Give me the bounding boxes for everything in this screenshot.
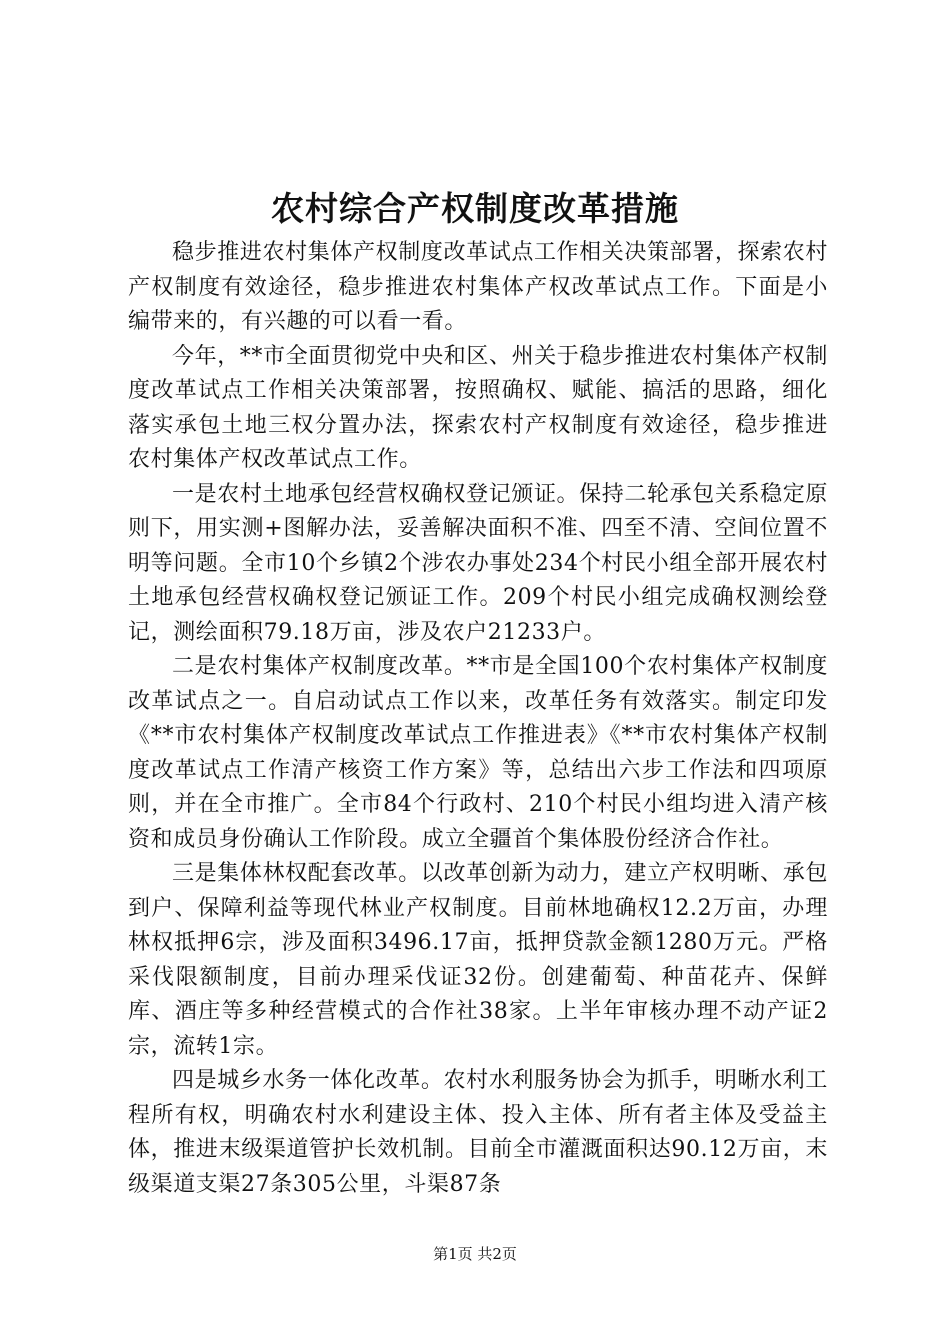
paragraph-collective-property: 二是农村集体产权制度改革。**市是全国100个农村集体产权制度改革试点之一。自启动试点工作以来，改革任务有效落实。制定印发《**市农村集体产权制度改革试点工作推进表》《**市农村集体产权制度改革试点工作清产核资工作方案》等，总结出六步工作法和四项原则，并在全市推广。全市84个行政村、210个村民小组均进入清产核资和成员身份确认工作阶段。成立全疆首个集体股份经济合作社。	[128, 654, 828, 852]
paragraph-intro: 稳步推进农村集体产权制度改革试点工作相关决策部署，探索农村产权制度有效途径，稳步推进农村集体产权改革试点工作。下面是小编带来的，有兴趣的可以看一看。	[128, 240, 828, 334]
paragraph-water-affairs: 四是城乡水务一体化改革。农村水利服务协会为抓手，明晰水利工程所有权，明确农村水利建设主体、投入主体、所有者主体及受益主体，推进末级渠道管护长效机制。目前全市灌溉面积达90.12万亩，末级渠道支渠27条305公里，斗渠87条	[128, 1068, 828, 1197]
paragraph-forest-rights: 三是集体林权配套改革。以改革创新为动力，建立产权明晰、承包到户、保障利益等现代林业产权制度。目前林地确权12.2万亩，办理林权抵押6宗，涉及面积3496.17亩，抵押贷款金额1280万元。严格采伐限额制度，目前办理采伐证32份。创建葡萄、种苗花卉、保鲜库、酒庄等多种经营模式的合作社38家。上半年审核办理不动产证2宗，流转1宗。	[128, 861, 828, 1059]
paragraph-overview: 今年，**市全面贯彻党中央和区、州关于稳步推进农村集体产权制度改革试点工作相关决策部署，按照确权、赋能、搞活的思路，细化落实承包土地三权分置办法，探索农村产权制度有效途径，稳步推进农村集体产权改革试点工作。	[128, 343, 829, 472]
document-title: 农村综合产权制度改革措施	[271, 189, 679, 228]
page-number-footer: 第1页 共2页	[433, 1245, 517, 1263]
paragraph-land-rights: 一是农村土地承包经营权确权登记颁证。保持二轮承包关系稳定原则下，用实测+图解办法，妥善解决面积不准、四至不清、空间位置不明等问题。全市10个乡镇2个涉农办事处234个村民小组全部开展农村土地承包经营权确权登记颁证工作。209个村民小组完成确权测绘登记，测绘面积79.18万亩，涉及农户21233户。	[128, 481, 828, 645]
document-body	[128, 236, 828, 1202]
